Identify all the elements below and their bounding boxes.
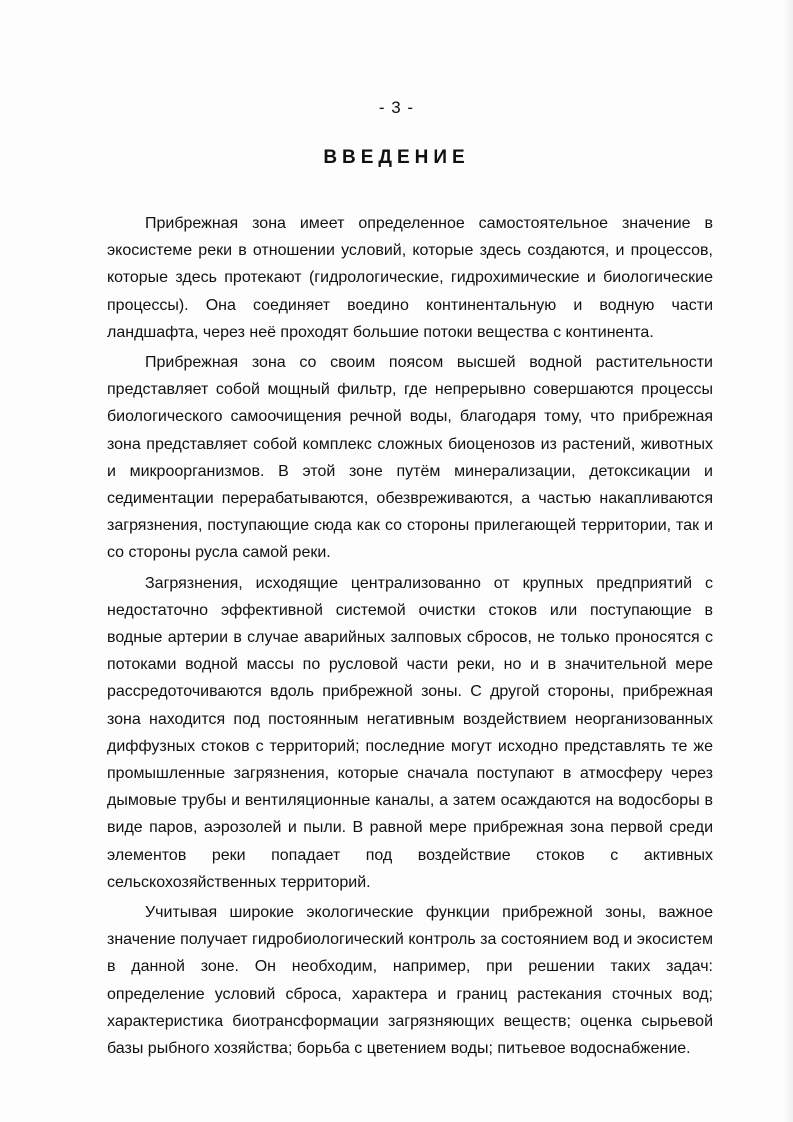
paragraph-2: Прибрежная зона со своим поясом высшей водной растительности представляет собой мощный фильтр, где непрерывно совершаются процессы биологического самоочищения речной воды, благодаря тому, что прибрежная зона представляет собой комплекс сложных биоценозов из растений, животных и микроорганизмов. В этой зоне путём минерализации, детоксикации и седиментации перерабатываются, обезвреживаются, а частью накапливаются загрязнения, поступающие сюда как со стороны прилегающей территории, так и со стороны русла самой реки. xyxy=(107,354,713,562)
body-text xyxy=(107,210,713,1065)
paragraph-4: Учитывая широкие экологические функции прибрежной зоны, важное значение получает гидробиологический контроль за состоянием вод и экосистем в данной зоне. Он необходим, например, при решении таких задач: определение условий сброса, характера и границ растекания сточных вод; характеристика биотрансформации загрязняющих веществ; оценка сырьевой базы рыбного хозяйства; борьба с цветением воды; питьевое водоснабжение. xyxy=(107,904,713,1058)
page-number: - 3 - xyxy=(378,98,415,117)
paragraph-1: Прибрежная зона имеет определенное самостоятельное значение в экосистеме реки в отношении условий, которые здесь создаются, и процессов, которые здесь протекают (гидрологические, гидрохимические и биологические процессы). Она соединяет воедино континентальную и водную части ландшафта, через неё проходят большие потоки вещества с континента. xyxy=(107,215,713,341)
paragraph-3: Загрязнения, исходящие централизованно от крупных предприятий с недостаточно эффективной системой очистки стоков или поступающие в водные артерии в случае аварийных залповых сбросов, не только проносятся с потоками водной массы по русловой части реки, но и в значительной мере рассредоточиваются вдоль прибрежной зоны. С другой стороны, прибрежная зона находится под постоянным негативным воздействием неорганизованных диффузных стоков с территорий; последние могут исходно представлять те же промышленные загрязнения, которые сначала поступают в атмосферу через дымовые трубы и вентиляционные каналы, а затем осаждаются на водосборы в виде паров, аэрозолей и пыли. В равной мере прибрежная зона первой среди элементов реки попадает под воздействие стоков с активных сельскохозяйственных территорий. xyxy=(107,574,713,891)
page-title: ВВЕДЕНИЕ xyxy=(323,147,470,168)
